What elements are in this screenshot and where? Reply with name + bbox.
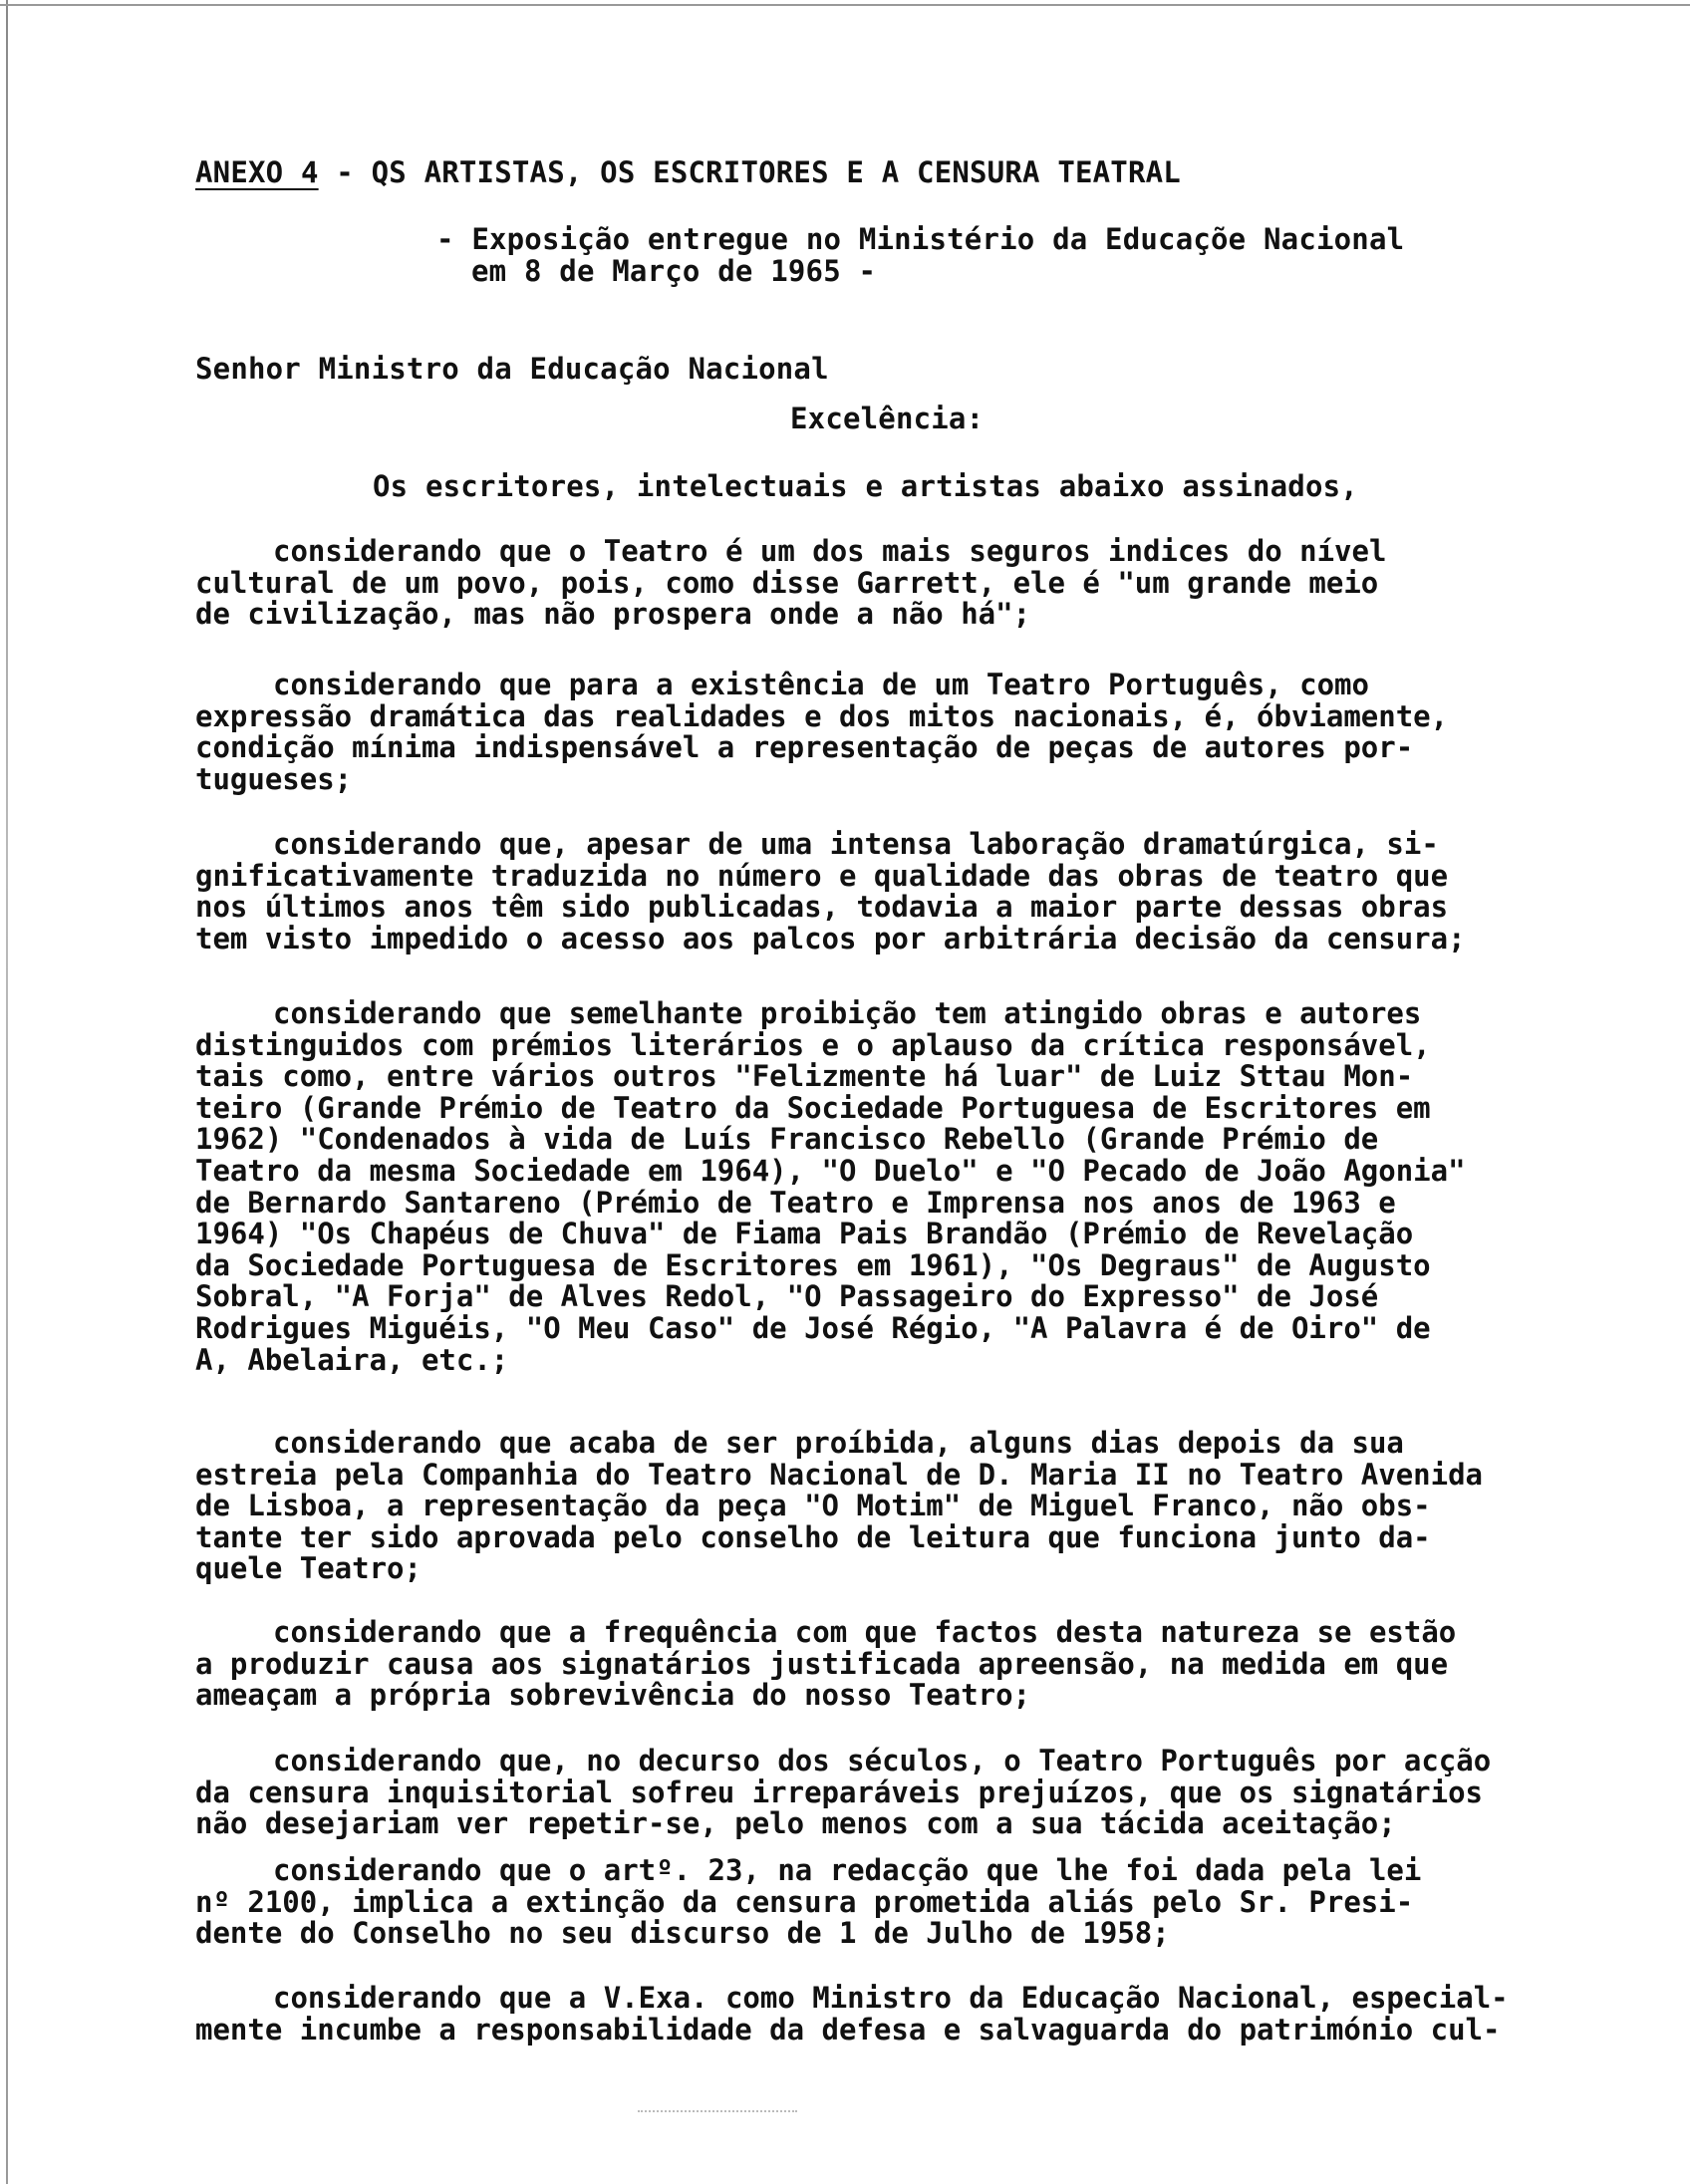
paragraph-5 bbox=[195, 1428, 1670, 1585]
paragraph-line: nos últimos anos têm sido publicadas, todavia a maior parte dessas obras bbox=[195, 890, 1449, 925]
paragraph-2 bbox=[195, 670, 1670, 795]
paragraph-line: nº 2100, implica a extinção da censura prometida aliás pelo Sr. Presi- bbox=[195, 1884, 1414, 1919]
greeting: Excelência: bbox=[790, 402, 985, 435]
paragraph-line: A, Abelaira, etc.; bbox=[195, 1342, 509, 1377]
paragraph-line: ameaçam a própria sobrevivência do nosso Teatro; bbox=[195, 1678, 1031, 1713]
paragraph-line: tem visto impedido o acesso aos palcos por arbitrária decisão da censura; bbox=[195, 921, 1466, 956]
subtitle-line-2: em 8 de Março de 1965 - bbox=[471, 254, 877, 288]
intro-line: Os escritores, intelectuais e artistas abaixo assinados, bbox=[373, 469, 1358, 503]
paragraph-line: Rodrigues Miguéis, "O Meu Caso" de José Régio, "A Palavra é de Oiro" de bbox=[195, 1310, 1431, 1345]
paragraph-line: gnificativamente traduzida no número e qualidade das obras de teatro que bbox=[195, 858, 1449, 893]
paragraph-1 bbox=[195, 536, 1670, 631]
subtitle-line-1: - Exposição entregue no Ministério da Educaçõe Nacional bbox=[436, 222, 1405, 256]
page-edge-left bbox=[6, 0, 8, 2184]
page-bottom-marks bbox=[638, 2110, 797, 2114]
addressee: Senhor Ministro da Educação Nacional bbox=[195, 352, 829, 386]
paragraph-line: a produzir causa aos signatários justificada apreensão, na medida em que bbox=[195, 1646, 1449, 1681]
paragraph-line: de civilização, mas não prospera onde a não há"; bbox=[195, 597, 1031, 632]
paragraph-line: quele Teatro; bbox=[195, 1551, 422, 1586]
paragraph-line: 1964) "Os Chapéus de Chuva" de Fiama Pais Brandão (Prémio de Revelação bbox=[195, 1217, 1414, 1251]
paragraph-line: considerando que o Teatro é um dos mais seguros indices do nível bbox=[273, 534, 1387, 568]
paragraph-line: considerando que a frequência com que factos desta natureza se estão bbox=[273, 1615, 1457, 1649]
paragraph-line: considerando que semelhante proibição tem atingido obras e autores bbox=[273, 996, 1422, 1030]
paragraph-6 bbox=[195, 1617, 1670, 1712]
paragraph-line: considerando que a V.Exa. como Ministro da Educação Nacional, especial- bbox=[273, 1981, 1509, 2015]
paragraph-8 bbox=[195, 1855, 1670, 1950]
paragraph-line: cultural de um povo, pois, como disse Garrett, ele é "um grande meio bbox=[195, 565, 1379, 600]
paragraph-line: considerando que, no decurso dos séculos, o Teatro Português por acção bbox=[273, 1744, 1492, 1777]
paragraph-line: condição mínima indispensável a representação de peças de autores por- bbox=[195, 730, 1414, 765]
paragraph-line: estreia pela Companhia do Teatro Nacional de D. Maria II no Teatro Avenida bbox=[195, 1457, 1484, 1492]
paragraph-line: considerando que, apesar de uma intensa laboração dramatúrgica, si- bbox=[273, 827, 1439, 861]
paragraph-line: considerando que para a existência de um Teatro Português, como bbox=[273, 668, 1369, 701]
paragraph-line: expressão dramática das realidades e dos mitos nacionais, é, óbviamente, bbox=[195, 698, 1449, 733]
paragraph-line: distinguidos com prémios literários e o aplauso da crítica responsável, bbox=[195, 1027, 1431, 1062]
paragraph-line: teiro (Grande Prémio de Teatro da Sociedade Portuguesa de Escritores em bbox=[195, 1090, 1431, 1125]
paragraph-7 bbox=[195, 1746, 1670, 1840]
page-edge-top bbox=[0, 4, 1690, 6]
paragraph-line: Sobral, "A Forja" de Alves Redol, "O Passageiro do Expresso" de José bbox=[195, 1279, 1379, 1314]
paragraph-9 bbox=[195, 1983, 1670, 2046]
annex-title: - QS ARTISTAS, OS ESCRITORES E A CENSURA TEATRAL bbox=[318, 155, 1181, 189]
paragraph-line: mente incumbe a responsabilidade da defesa e salvaguarda do património cul- bbox=[195, 2012, 1501, 2047]
paragraph-line: considerando que o artº. 23, na redacção que lhe foi dada pela lei bbox=[273, 1853, 1422, 1887]
paragraph-line: considerando que acaba de ser proíbida, alguns dias depois da sua bbox=[273, 1426, 1404, 1460]
paragraph-line: Teatro da mesma Sociedade em 1964), "O Duelo" e "O Pecado de João Agonia" bbox=[195, 1153, 1466, 1188]
paragraph-line: tante ter sido aprovada pelo conselho de leitura que funciona junto da- bbox=[195, 1519, 1431, 1554]
paragraph-line: 1962) "Condenados à vida de Luís Francisco Rebello (Grande Prémio de bbox=[195, 1122, 1379, 1157]
paragraph-line: da censura inquisitorial sofreu irreparáveis prejuízos, que os signatários bbox=[195, 1774, 1484, 1809]
paragraph-line: de Lisboa, a representação da peça "O Motim" de Miguel Franco, não obs- bbox=[195, 1489, 1431, 1523]
paragraph-line: tais como, entre vários outros "Felizmente há luar" de Luiz Sttau Mon- bbox=[195, 1059, 1414, 1094]
annex-number: ANEXO 4 bbox=[195, 155, 319, 189]
paragraph-3 bbox=[195, 829, 1670, 955]
paragraph-line: da Sociedade Portuguesa de Escritores em 1961), "Os Degraus" de Augusto bbox=[195, 1247, 1431, 1282]
paragraph-line: dente do Conselho no seu discurso de 1 de Julho de 1958; bbox=[195, 1916, 1170, 1951]
paragraph-4 bbox=[195, 998, 1670, 1376]
annex-heading bbox=[195, 157, 1181, 188]
paragraph-line: não desejariam ver repetir-se, pelo menos com a sua tácida aceitação; bbox=[195, 1806, 1396, 1841]
paragraph-line: de Bernardo Santareno (Prémio de Teatro e Imprensa nos anos de 1963 e bbox=[195, 1185, 1396, 1220]
paragraph-line: tugueses; bbox=[195, 761, 353, 796]
